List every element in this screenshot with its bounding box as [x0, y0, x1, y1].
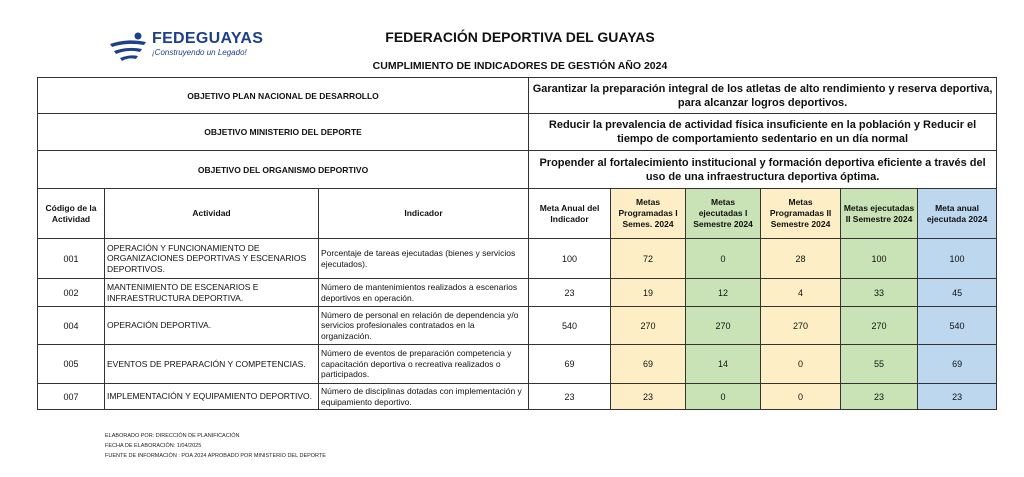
- executed-s2: 33: [841, 279, 918, 307]
- page-subtitle: CUMPLIMIENTO DE INDICADORES DE GESTIÓN AÑO 2024: [372, 60, 668, 72]
- executed-s2: 23: [841, 384, 918, 410]
- column-header: Metas Programadas I Semes. 2024: [611, 189, 686, 239]
- planned-s2: 4: [761, 279, 841, 307]
- indicator-text: Porcentaje de tareas ejecutadas (bienes y servicios ejecutados).: [319, 239, 529, 279]
- objective-row: [38, 151, 997, 189]
- planned-s1: 23: [611, 384, 686, 410]
- table-row: [38, 279, 997, 307]
- page-title: FEDERACIÓN DEPORTIVA DEL GUAYAS: [385, 29, 655, 45]
- logo-tagline: ¡Construyendo un Legado!: [152, 48, 247, 57]
- indicator-text: Número de personal en relación de dependencia y/o servicios profesionales contratados en la organización.: [319, 307, 529, 345]
- activity-code: 004: [38, 307, 105, 345]
- activity-name: MANTENIMIENTO DE ESCENARIOS E INFRAESTRUCTURA DEPORTIVA.: [105, 279, 319, 307]
- activity-code: 002: [38, 279, 105, 307]
- annual-goal: 23: [529, 279, 611, 307]
- planned-s1: 270: [611, 307, 686, 345]
- planned-s1: 72: [611, 239, 686, 279]
- footer-date: FECHA DE ELABORACIÓN: 1/04/2025: [105, 443, 202, 449]
- executed-s1: 270: [686, 307, 761, 345]
- indicator-text: Número de eventos de preparación competencia y capacitación deportiva o recreativa realizados o participados.: [319, 345, 529, 384]
- objective-row: [38, 78, 997, 114]
- annual-executed: 23: [918, 384, 997, 410]
- indicator-text: Número de disciplinas dotadas con implementación y equipamiento deportivo.: [319, 384, 529, 410]
- executed-s1: 14: [686, 345, 761, 384]
- annual-goal: 540: [529, 307, 611, 345]
- planned-s2: 270: [761, 307, 841, 345]
- objective-label: OBJETIVO PLAN NACIONAL DE DESARROLLO: [38, 78, 529, 114]
- column-header: Código de la Actividad: [38, 189, 105, 239]
- objective-text: Garantizar la preparación integral de los atletas de alto rendimiento y reserva deportiva, para alcanzar logros deportivos.: [529, 78, 997, 114]
- annual-executed: 69: [918, 345, 997, 384]
- column-header: Indicador: [319, 189, 529, 239]
- executed-s1: 12: [686, 279, 761, 307]
- planned-s1: 69: [611, 345, 686, 384]
- executed-s2: 55: [841, 345, 918, 384]
- objective-row: [38, 114, 997, 151]
- planned-s2: 0: [761, 384, 841, 410]
- activity-name: OPERACIÓN DEPORTIVA.: [105, 307, 319, 345]
- table-row: [38, 345, 997, 384]
- column-header: Metas ejecutadas I Semestre 2024: [686, 189, 761, 239]
- column-header: Metas ejecutadas II Semestre 2024: [841, 189, 918, 239]
- executed-s2: 270: [841, 307, 918, 345]
- executed-s2: 100: [841, 239, 918, 279]
- table-row: [38, 384, 997, 410]
- logo-wordmark: FEDEGUAYAS: [152, 30, 264, 47]
- activity-name: IMPLEMENTACIÓN Y EQUIPAMIENTO DEPORTIVO.: [105, 384, 319, 410]
- column-header: Actividad: [105, 189, 319, 239]
- activity-code: 007: [38, 384, 105, 410]
- annual-goal: 100: [529, 239, 611, 279]
- activity-code: 005: [38, 345, 105, 384]
- indicators-table: [37, 77, 997, 410]
- planned-s2: 28: [761, 239, 841, 279]
- annual-goal: 23: [529, 384, 611, 410]
- footer-source: FUENTE DE INFORMACIÓN : POA 2024 APROBADO POR MINISTERIO DEL DEPORTE: [105, 453, 326, 459]
- table-row: [38, 307, 997, 345]
- executed-s1: 0: [686, 239, 761, 279]
- planned-s2: 0: [761, 345, 841, 384]
- annual-executed: 100: [918, 239, 997, 279]
- table-row: [38, 239, 997, 279]
- table-header-row: [38, 189, 997, 239]
- activity-code: 001: [38, 239, 105, 279]
- objective-label: OBJETIVO DEL ORGANISMO DEPORTIVO: [38, 151, 529, 189]
- footer-elaborated-by: ELABORADO POR: DIRECCIÓN DE PLANIFICACIÓN: [105, 433, 240, 439]
- objective-text: Propender al fortalecimiento institucional y formación deportiva eficiente a través del uso de una infraestructura deportiva óptima.: [529, 151, 997, 189]
- column-header: Meta anual ejecutada 2024: [918, 189, 997, 239]
- column-header: Metas Programadas II Semestre 2024: [761, 189, 841, 239]
- activity-name: EVENTOS DE PREPARACIÓN Y COMPETENCIAS.: [105, 345, 319, 384]
- annual-executed: 45: [918, 279, 997, 307]
- objective-label: OBJETIVO MINISTERIO DEL DEPORTE: [38, 114, 529, 151]
- planned-s1: 19: [611, 279, 686, 307]
- indicator-text: Número de mantenimientos realizados a escenarios deportivos en operación.: [319, 279, 529, 307]
- executed-s1: 0: [686, 384, 761, 410]
- activity-name: OPERACIÓN Y FUNCIONAMIENTO DE ORGANIZACIONES DEPORTIVAS Y ESCENARIOS DEPORTIVOS.: [105, 239, 319, 279]
- annual-executed: 540: [918, 307, 997, 345]
- annual-goal: 69: [529, 345, 611, 384]
- objective-text: Reducir la prevalencia de actividad física insuficiente en la población y Reducir el tiempo de comportamiento sedentario en un día normal: [529, 114, 997, 151]
- column-header: Meta Anual del Indicador: [529, 189, 611, 239]
